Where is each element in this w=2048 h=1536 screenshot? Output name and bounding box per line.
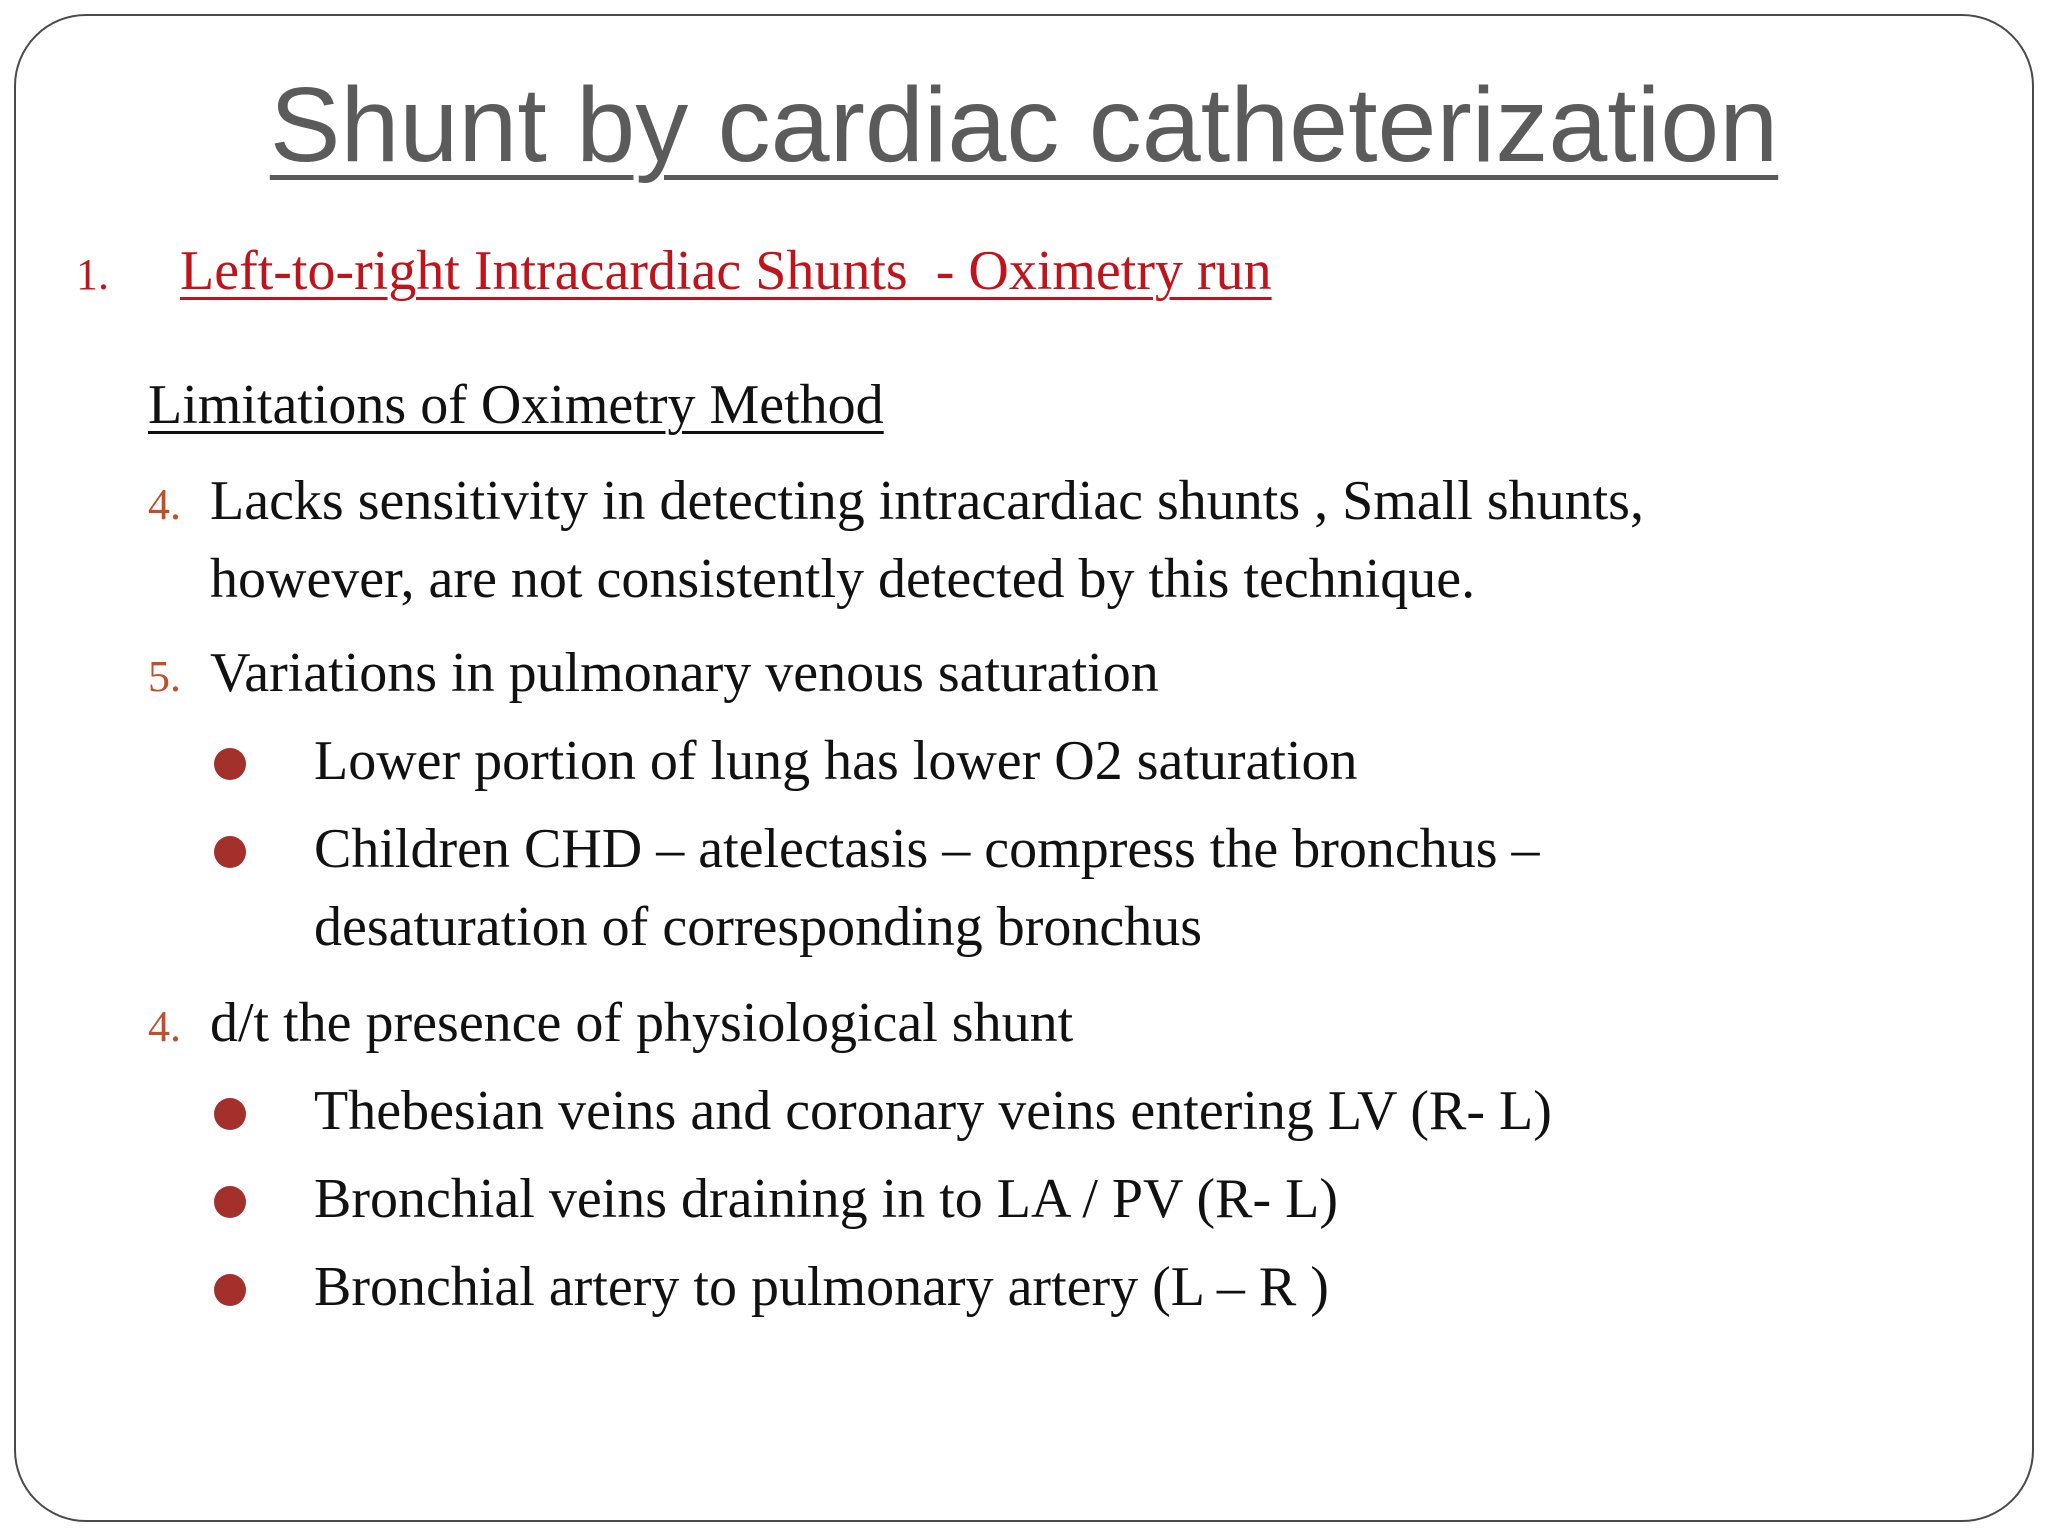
bullet-line: Thebesian veins and coronary veins entering LV (R- L) (314, 1080, 1552, 1142)
list-item-number: 4. (148, 1002, 181, 1051)
bullet-line: Lower portion of lung has lower O2 saturation (314, 730, 1358, 792)
bullet-text (314, 810, 1874, 966)
list-item-line: however, are not consistently detected by this technique. (210, 548, 1476, 610)
bullet-text (314, 722, 1874, 800)
list-item-number: 4. (148, 480, 181, 529)
bullet-line: desaturation of corresponding bronchus (314, 896, 1202, 958)
bullet-line: Bronchial veins draining in to LA / PV (R- L) (314, 1168, 1338, 1230)
bullet-dot-icon (214, 1274, 246, 1306)
list-item-text (210, 462, 1910, 618)
bullet-line: Children CHD – atelectasis – compress the bronchus – (314, 818, 1540, 880)
section-text: Left-to-right Intracardiac Shunts - Oximetry run (180, 240, 1272, 302)
bullet-text (314, 1160, 1874, 1238)
list-item-number: 5. (148, 652, 181, 701)
bullet-dot-icon (214, 836, 246, 868)
bullet-dot-icon (214, 1186, 246, 1218)
list-item-line: Variations in pulmonary venous saturation (210, 642, 1159, 704)
list-item-line: d/t the presence of physiological shunt (210, 992, 1074, 1054)
bullet-dot-icon (214, 1098, 246, 1130)
bullet-text (314, 1248, 1874, 1326)
list-item-text (210, 984, 1910, 1062)
bullet-text (314, 1072, 1874, 1150)
slide-title: Shunt by cardiac catheterization (269, 66, 1779, 184)
list-item-line: Lacks sensitivity in detecting intracardiac shunts , Small shunts, (210, 470, 1644, 532)
section-number: 1. (76, 250, 109, 299)
subheading: Limitations of Oximetry Method (148, 374, 884, 436)
list-item-text (210, 634, 1910, 712)
bullet-dot-icon (214, 748, 246, 780)
bullet-line: Bronchial artery to pulmonary artery (L – R ) (314, 1256, 1329, 1318)
